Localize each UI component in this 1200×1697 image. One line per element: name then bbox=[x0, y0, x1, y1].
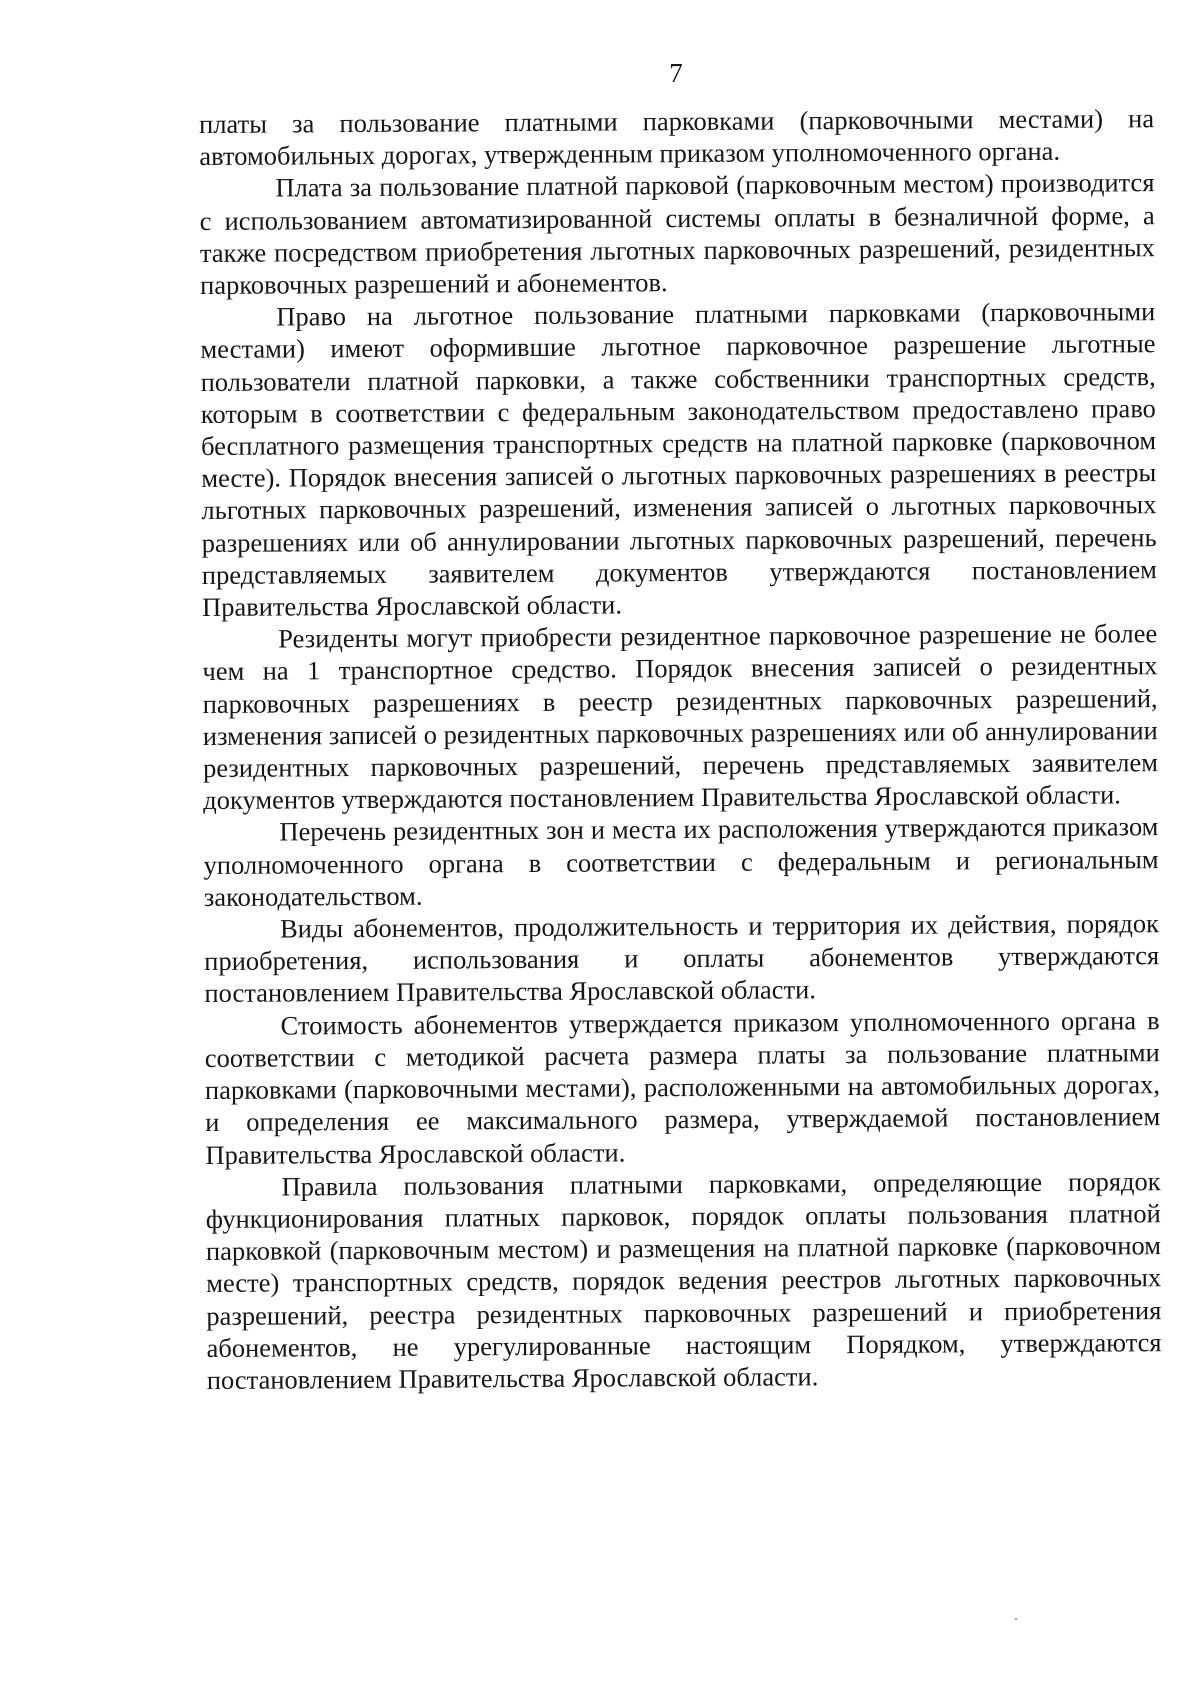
paragraph-parking-rules: Правила пользования платными парковками, определяющие порядок функционирования платных парковок, порядок оплаты пользования платной парковкой (парковочным местом) и размещения на платной парковке (парковочном месте) транспортных средств, порядок ведения реестров льготных парковочных разрешений, реестра резидентных парковочных разрешений и приобретения абонементов, не урегулированные настоящим Порядком, утверждаются постановлением Правительства Ярославской области. bbox=[205, 1165, 1162, 1395]
paragraph-continuation: платы за пользование платными парковками (парковочными местами) на автомобильных дорогах, утвержденным приказом уполномоченного органа. bbox=[199, 103, 1155, 172]
paragraph-payment-method: Плата за пользование платной парковой (парковочным местом) производится с использованием автоматизированной системы оплаты в безналичной форме, а также посредством приобретения льготных парковочных разрешений, резидентных парковочных разрешений и абонементов. bbox=[199, 167, 1155, 301]
scan-speck bbox=[1015, 1618, 1017, 1620]
paragraph-resident-zones: Перечень резидентных зон и места их расположения утверждаются приказом уполномоченного органа в соответствии с федеральным и региональным законодательством. bbox=[203, 811, 1159, 912]
paragraph-preferential-use: Право на льготное пользование платными парковками (парковочными местами) имеют оформившие льготное парковочное разрешение льготные пользователи платной парковки, а также собственники транспортных средств, которым в соответствии с федеральным законодательством предоставлено право бесплатного размещения транспортных средств на платной парковке (парковочном месте). Порядок внесения записей о льготных парковочных разрешениях в реестры льготных парковочных разрешений, изменения записей о льготных парковочных разрешениях или об аннулировании льготных парковочных разрешений, перечень представляемых заявителем документов утверждаются постановлением Правительства Ярославской области. bbox=[200, 296, 1157, 623]
document-body bbox=[199, 102, 1162, 1396]
paragraph-residents: Резиденты могут приобрести резидентное парковочное разрешение не более чем на 1 транспортное средство. Порядок внесения записей о резидентных парковочных разрешениях в реестр резидентных парковочных разрешений, изменения записей о резидентных парковочных разрешениях или об аннулировании резидентных парковочных разрешений, перечень представляемых заявителем документов утверждаются постановлением Правительства Ярославской области. bbox=[202, 618, 1159, 816]
paragraph-subscription-types: Виды абонементов, продолжительность и территория их действия, порядок приобретения, использования и оплаты абонементов утверждаются постановлением Правительства Ярославской области. bbox=[204, 908, 1160, 1009]
page-number: 7 bbox=[669, 58, 683, 88]
paragraph-subscription-cost: Стоимость абонементов утверждается приказом уполномоченного органа в соответствии с методикой расчета размера платы за пользование платными парковками (парковочными местами), расположенными на автомобильных дорогах, и определения ее максимального размера, утверждаемой постановлением Правительства Ярославской области. bbox=[204, 1004, 1161, 1170]
